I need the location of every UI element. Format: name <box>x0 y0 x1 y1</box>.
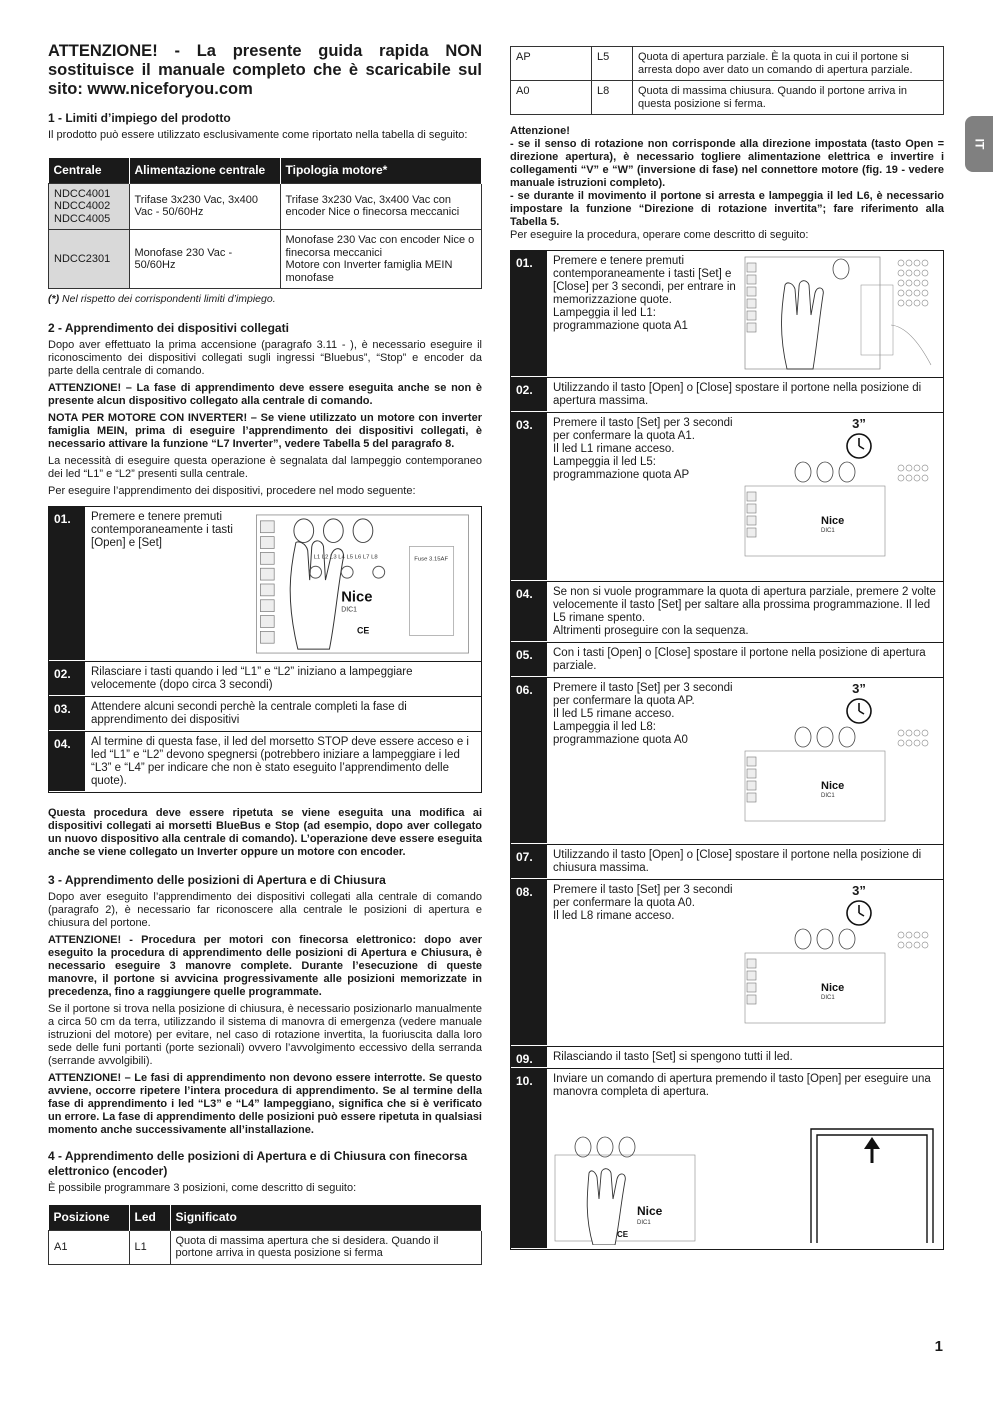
step-number: 04. <box>49 732 85 792</box>
board-model: DIC1 <box>821 793 835 799</box>
clock-label: 3” <box>852 883 866 898</box>
board-brand: Nice <box>821 515 845 527</box>
positions-table-continued <box>510 46 944 115</box>
footnote-mark: (*) <box>48 293 60 305</box>
step-number: 03. <box>511 413 547 581</box>
table-row <box>511 47 944 81</box>
clock-icon <box>845 432 873 460</box>
step-number: 05. <box>511 643 547 677</box>
board-brand: Nice <box>341 589 373 606</box>
board-illustration <box>553 1133 713 1245</box>
section-2-p1: Dopo aver effettuato la prima accensione (paragrafo 3.11 - ), è necessario eseguire il riconoscimento dei dispositivi collegati sugli ingressi “Bluebus”, “Stop” e encoder da parte della centrale di comando. <box>48 339 482 377</box>
section-2-p3: NOTA PER MOTORE CON INVERTER! – Se viene utilizzato un motore con inverter famiglia MEIN, prima di eseguire l’apprendimento dei dispositivi collegati, è necessario attivare la funzione “L7 Inverter”, vedere Tabella 5 del paragrafo 8. <box>48 412 482 450</box>
step-item <box>511 1047 943 1069</box>
limits-table <box>48 158 482 289</box>
step-item <box>511 845 943 880</box>
section-2-p2: ATTENZIONE! – La fase di apprendimento deve essere eseguita anche se non è presente alcun dispositivo collegato alla centrale di comando. <box>48 382 482 407</box>
board-model: DIC1 <box>341 606 357 614</box>
cell-led: L8 <box>592 81 633 115</box>
step-number: 09. <box>511 1047 547 1068</box>
language-tab: IT <box>965 116 993 172</box>
step-text: Premere e tenere premuti contemporaneamente i tasti [Open] e [Set] <box>91 511 233 549</box>
control-board-figure <box>245 511 475 657</box>
ce-mark-icon: CE <box>357 625 370 636</box>
step-item <box>511 880 943 1047</box>
table-row <box>511 81 944 115</box>
section-4-heading: 4 - Apprendimento delle posizioni di Apertura e di Chiusura con finecorsa elettronico (encoder) <box>48 1149 468 1178</box>
col-alimentazione: Alimentazione centrale <box>129 158 280 183</box>
step-text: Premere e tenere premuti contemporaneamente i tasti [Set] e [Close] per 3 secondi, per entrare in memorizzazione quote. Lampeggia il led L1: programmazione quota A1 <box>553 255 736 332</box>
positions-table <box>48 1205 482 1265</box>
cell-led: L5 <box>592 47 633 81</box>
clock-label: 3” <box>852 416 866 431</box>
section-2-heading: 2 - Apprendimento dei dispositivi collegati <box>48 321 289 335</box>
step-item <box>511 643 943 678</box>
cell-significato: Quota di massima chiusura. Quando il portone arriva in questa posizione si ferma. <box>633 81 944 115</box>
section-3-p4: ATTENZIONE! – Le fasi di apprendimento non devono essere interrotte. Se questo avviene, occorre ripetere l’intera procedura di apprendimento. Se al termine della fase di apprendimento i led “L3” e “L4” lampeggiano, significa che si è verificato un errore. La fase di apprendimento delle posizioni può essere ripetuta in qualsiasi momento anche successivamente all’installazione. <box>48 1072 482 1136</box>
attention-heading: Attenzione! <box>510 125 570 137</box>
board-illustration <box>741 460 937 560</box>
step-number: 01. <box>49 507 85 661</box>
right-column <box>510 46 944 1250</box>
cell-centrale: NDCC4001 NDCC4002 NDCC4005 <box>49 183 130 230</box>
step-number: 03. <box>49 697 85 731</box>
cell-tipologia: Trifase 3x230 Vac, 3x400 Vac con encoder Nice o finecorsa meccanici <box>280 183 482 230</box>
section-3-p3: Se il portone si trova nella posizione di chiusura, è necessario posizionarlo manualmente a circa 50 cm da terra, utilizzando il sistema di manovra di emergenza (vedere manuale istruzioni del motore) per evitare, nel caso di rotazione invertita, la fuoriuscita dalla loro sede delle funi portanti (porte sezionali) ovvero l’avvolgimento eccessivo della serranda (serrande avvolgibili). <box>48 1003 482 1067</box>
footnote <box>48 293 482 305</box>
section-3-p1: Dopo aver eseguito l’apprendimento dei dispositivi collegati alla centrale di comando (paragrafo 2), è necessario far riconoscere alla centrale le posizioni di apertura e chiusura del portone. <box>48 891 482 929</box>
warning-title: ATTENZIONE! - La presente guida rapida NON sostituisce il manuale completo che è scaricabile sul sito: www.niceforyou.com <box>48 42 482 98</box>
col-led: Led <box>129 1205 170 1230</box>
step-item <box>511 378 943 413</box>
step-text: Con i tasti [Open] o [Close] spostare il portone nella posizione di apertura parziale. <box>553 647 926 672</box>
step-number: 07. <box>511 845 547 879</box>
step-number: 10. <box>511 1069 547 1249</box>
section-3-heading: 3 - Apprendimento delle posizioni di Apertura e di Chiusura <box>48 873 386 887</box>
attention-1: - se il senso di rotazione non corrisponde alla direzione impostata (tasto Open = direzione apertura), è necessario togliere alimentazione elettrica e invertire i collegamenti “V” e “W” (inversione di fase) nel connettore motore (fig. 19 - vedere manuale istruzioni completo). <box>510 138 944 189</box>
ce-mark-icon: CE <box>617 1230 629 1239</box>
board-model: DIC1 <box>821 995 835 1001</box>
step-item <box>49 732 481 792</box>
step-item <box>511 413 943 582</box>
section-2-after: Questa procedura deve essere ripetuta se viene eseguita una modifica ai dispositivi collegati ai morsetti BlueBus e Stop (ad esempio, dopo aver collegato un nuovo dispositivo alla centrale di comando). L’operazione deve essere eseguita anche se viene collegato un Inverter oppure un motore con encoder. <box>48 807 482 858</box>
board-illustration <box>741 725 937 825</box>
section-3-p2: ATTENZIONE! - Procedura per motori con finecorsa elettronico: dopo aver eseguito la procedura di apprendimento delle posizioni di Apertura e Chiusura, è necessario eseguire 3 manovre complete. Durante l’esecuzione di queste manovre, il portone si avvicina progressivamente alle posizioni memorizzate in precedenza, fino a raggiungere quelle programmate. <box>48 934 482 998</box>
step-text: Se non si vuole programmare la quota di apertura parziale, premere 2 volte velocemente il tasto [Set] per saltare alla prossima programmazione. Il led L5 rimane spento. Altrimenti proseguire con la sequenza. <box>553 586 936 637</box>
step-text: Premere il tasto [Set] per 3 secondi per confermare la quota A1. Il led L1 rimane acceso. Lampeggia il led L5: programmazione quota AP <box>553 417 733 481</box>
step-number: 01. <box>511 251 547 377</box>
cell-tipologia: Monofase 230 Vac con encoder Nice o finecorsa meccanici Motore con Inverter famiglia MEIN monofase <box>280 230 482 289</box>
step-number: 06. <box>511 678 547 844</box>
step-text: Al termine di questa fase, il led del morsetto STOP deve essere acceso e i led “L1” e “L2” devono spegnersi (potrebbero iniziare a lampeggiare i led “L3” e “L4” per indicare che non è stato eseguito l’apprendimento delle quote). <box>91 736 469 787</box>
table-row <box>49 1230 482 1264</box>
col-centrale: Centrale <box>49 158 130 183</box>
board-illustration <box>245 511 475 657</box>
board-model: DIC1 <box>637 1220 651 1226</box>
board-brand: Nice <box>637 1204 663 1218</box>
step-item <box>511 582 943 643</box>
board-leds-label: L1 L2 L3 L4 L5 L6 L7 L8 <box>313 554 378 561</box>
step-text: Utilizzando il tasto [Open] o [Close] spostare il portone nella posizione di chiusura massima. <box>553 849 922 874</box>
cell-alimentazione: Trifase 3x230 Vac, 3x400 Vac - 50/60Hz <box>129 183 280 230</box>
col-significato: Significato <box>170 1205 482 1230</box>
cell-posizione: A0 <box>511 81 592 115</box>
table-row <box>49 230 482 289</box>
clock-icon <box>845 899 873 927</box>
col-tipologia: Tipologia motore* <box>280 158 482 183</box>
clock-label: 3” <box>852 681 866 696</box>
board-model: DIC1 <box>821 528 835 534</box>
page-number: 1 <box>934 1338 943 1355</box>
timer-board-figure <box>741 884 937 1042</box>
timer-board-figure <box>741 417 937 577</box>
step-item <box>49 697 481 732</box>
step-text: Inviare un comando di apertura premendo il tasto [Open] per eseguire una manovra completa di apertura. <box>553 1073 931 1098</box>
board-brand: Nice <box>821 982 845 994</box>
section-4-intro: È possibile programmare 3 posizioni, come descritto di seguito: <box>48 1182 357 1194</box>
footnote-text: Nel rispetto dei corrispondenti limiti d’impiego. <box>62 293 276 305</box>
garage-door-open-icon <box>807 1125 937 1245</box>
step-text: Rilasciando il tasto [Set] si spengono tutti il led. <box>553 1051 793 1063</box>
cell-centrale: NDCC2301 <box>49 230 130 289</box>
section-2-p4: La necessità di eseguire questa operazione è segnalata dal lampeggio contemporaneo dei led “L1” e “L2” presenti sulla centrale. <box>48 455 482 480</box>
control-board-figure <box>741 255 937 373</box>
cell-significato: Quota di massima apertura che si desidera. Quando il portone arriva in questa posizione si ferma <box>170 1230 482 1264</box>
section-1-intro: Il prodotto può essere utilizzato esclusivamente come riportato nella tabella di seguito: <box>48 129 468 141</box>
position-learning-steps <box>510 250 944 1250</box>
cell-posizione: A1 <box>49 1230 130 1264</box>
step-text: Rilasciare i tasti quando i led “L1” e “L2” iniziano a lampeggiare velocemente (dopo circa 3 secondi) <box>91 666 413 691</box>
board-illustration <box>741 927 937 1027</box>
cell-significato: Quota di apertura parziale. È la quota in cui il portone si arresta dopo aver dato un comando di apertura parziale. <box>633 47 944 81</box>
step-item <box>511 678 943 845</box>
step-number: 02. <box>49 662 85 696</box>
board-fuse: Fuse 3.15AF <box>414 556 449 563</box>
device-learning-steps <box>48 506 482 793</box>
step-text: Attendere alcuni secondi perchè la centrale completi la fase di apprendimento dei dispositivi <box>91 701 407 726</box>
table-row <box>49 183 482 230</box>
board-illustration <box>741 255 937 373</box>
col-posizione: Posizione <box>49 1205 130 1230</box>
board-brand: Nice <box>821 780 845 792</box>
step-item <box>511 251 943 378</box>
step-text: Premere il tasto [Set] per 3 secondi per confermare la quota A0. Il led L8 rimane acceso. <box>553 884 733 922</box>
section-2-p5: Per eseguire l’apprendimento dei dispositivi, procedere nel modo seguente: <box>48 485 416 497</box>
cell-led: L1 <box>129 1230 170 1264</box>
step-item <box>49 507 481 662</box>
step-item <box>511 1069 943 1249</box>
section-1-heading: 1 - Limiti d’impiego del prodotto <box>48 111 231 125</box>
attention-2: - se durante il movimento il portone si arresta e lampeggia il led L6, è necessario impostare la funzione “Direzione di rotazione invertita”; fare riferimento alla Tabella 5. <box>510 190 944 228</box>
step-item <box>49 662 481 697</box>
timer-board-figure <box>741 682 937 840</box>
cell-posizione: AP <box>511 47 592 81</box>
step-number: 02. <box>511 378 547 412</box>
left-column <box>48 42 482 1269</box>
step-number: 04. <box>511 582 547 642</box>
procedure-intro: Per eseguire la procedura, operare come descritto di seguito: <box>510 229 809 241</box>
step-text: Utilizzando il tasto [Open] o [Close] spostare il portone nella posizione di apertura massima. <box>553 382 922 407</box>
clock-icon <box>845 697 873 725</box>
cell-alimentazione: Monofase 230 Vac - 50/60Hz <box>129 230 280 289</box>
step-text: Premere il tasto [Set] per 3 secondi per confermare la quota AP. Il led L5 rimane acceso. Lampeggia il led L8: programmazione quota A0 <box>553 682 733 746</box>
step-number: 08. <box>511 880 547 1046</box>
